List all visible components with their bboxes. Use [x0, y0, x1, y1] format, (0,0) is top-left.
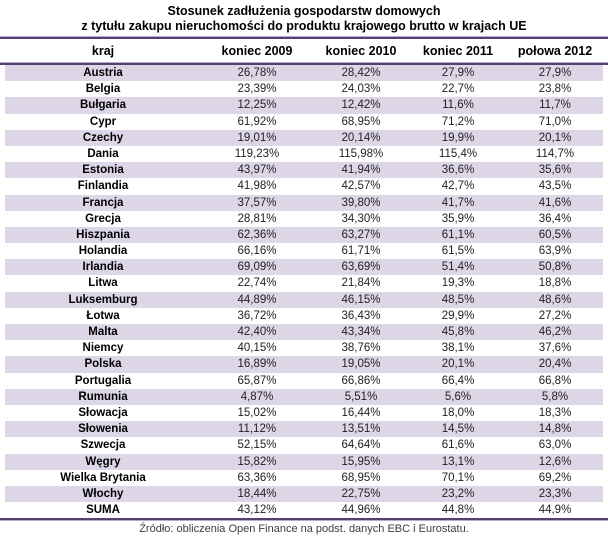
country-cell: Portugalia	[74, 374, 132, 387]
country-cell: Belgia	[85, 83, 121, 96]
value-cell: 35,9%	[441, 212, 475, 225]
value-cell: 70,1%	[441, 471, 475, 484]
value-cell: 16,89%	[237, 358, 277, 371]
value-cell: 15,02%	[237, 406, 277, 419]
value-cell: 15,82%	[237, 455, 277, 468]
value-cell: 20,1%	[538, 131, 572, 144]
country-cell: Rumunia	[78, 390, 128, 403]
country-cell: Słowenia	[78, 423, 128, 436]
value-cell: 19,3%	[441, 277, 475, 290]
table-row	[5, 227, 603, 243]
table-row	[5, 162, 603, 178]
table-row	[5, 340, 603, 356]
value-cell: 42,40%	[237, 326, 277, 338]
country-cell: Szwecja	[80, 439, 126, 452]
value-cell: 18,3%	[538, 406, 572, 419]
value-cell: 36,4%	[538, 212, 572, 225]
country-cell: Dania	[87, 147, 119, 160]
value-cell: 63,69%	[341, 261, 381, 274]
table-row	[5, 97, 603, 113]
table-row	[5, 259, 603, 275]
value-cell: 41,94%	[341, 164, 381, 177]
divider-bottom	[0, 518, 608, 521]
value-cell: 64,64%	[341, 439, 381, 452]
value-cell: 62,36%	[237, 228, 277, 241]
value-cell: 37,6%	[538, 342, 572, 355]
value-cell: 14,5%	[441, 423, 475, 436]
value-cell: 28,42%	[341, 67, 381, 79]
value-cell: 12,6%	[538, 455, 572, 468]
country-cell: Węgry	[85, 455, 121, 468]
country-cell: Austria	[83, 67, 123, 79]
table-row	[5, 178, 603, 194]
value-cell: 61,1%	[441, 228, 475, 241]
country-cell: Luksemburg	[68, 293, 138, 306]
table-row	[5, 373, 603, 389]
value-cell: 14,8%	[538, 423, 572, 436]
table-row	[5, 146, 603, 162]
value-cell: 5,6%	[444, 390, 472, 403]
country-cell: Polska	[84, 358, 122, 371]
country-cell: Malta	[88, 326, 118, 338]
value-cell: 24,03%	[341, 83, 381, 96]
country-cell: Cypr	[89, 115, 117, 128]
value-cell: 43,97%	[237, 164, 277, 177]
title-line-1: Stosunek zadłużenia gospodarstw domowych	[167, 4, 441, 18]
country-cell: Irlandia	[82, 261, 124, 274]
value-cell: 63,0%	[538, 439, 572, 452]
value-cell: 51,4%	[441, 261, 475, 274]
country-cell: Czechy	[82, 131, 124, 144]
value-cell: 63,27%	[341, 228, 381, 241]
column-header-kraj: kraj	[91, 43, 115, 58]
value-cell: 44,96%	[341, 504, 381, 517]
value-cell: 66,8%	[538, 374, 572, 387]
value-cell: 19,9%	[441, 131, 475, 144]
country-cell: Finlandia	[77, 180, 129, 193]
value-cell: 42,57%	[341, 180, 381, 193]
value-cell: 44,89%	[237, 293, 277, 306]
value-cell: 21,84%	[341, 277, 381, 290]
value-cell: 68,95%	[341, 115, 381, 128]
value-cell: 41,6%	[538, 196, 572, 209]
value-cell: 23,2%	[441, 487, 475, 500]
value-cell: 65,87%	[237, 374, 277, 387]
table-row	[5, 130, 603, 146]
value-cell: 61,5%	[441, 245, 475, 258]
value-cell: 36,6%	[441, 164, 475, 177]
value-cell: 13,51%	[341, 423, 381, 436]
table-row	[5, 81, 603, 97]
value-cell: 119,23%	[234, 147, 280, 160]
value-cell: 44,9%	[538, 504, 572, 517]
value-cell: 42,7%	[441, 180, 475, 193]
value-cell: 27,2%	[538, 309, 572, 322]
country-cell: SUMA	[86, 504, 120, 517]
value-cell: 29,9%	[441, 309, 475, 322]
value-cell: 5,8%	[541, 390, 569, 403]
title-line-2: z tytułu zakupu nieruchomości do produktu krajowego brutto w krajach UE	[81, 19, 527, 33]
value-cell: 23,3%	[538, 487, 572, 500]
value-cell: 43,12%	[237, 504, 277, 517]
table-row	[5, 275, 603, 291]
source-note: Źródło: obliczenia Open Finance na podst. danych EBC i Eurostatu.	[139, 523, 469, 536]
value-cell: 46,2%	[538, 326, 572, 338]
value-cell: 60,5%	[538, 228, 572, 241]
table-row	[5, 324, 603, 340]
table-row	[5, 502, 603, 518]
country-cell: Grecja	[85, 212, 121, 225]
table-row	[5, 389, 603, 405]
value-cell: 22,75%	[341, 487, 381, 500]
value-cell: 11,6%	[442, 99, 474, 112]
column-header-polowa-2012: połowa 2012	[517, 43, 593, 58]
value-cell: 61,92%	[237, 115, 277, 128]
value-cell: 114,7%	[535, 147, 575, 160]
country-cell: Holandia	[78, 245, 128, 258]
country-cell: Hiszpania	[76, 228, 130, 241]
value-cell: 20,4%	[538, 358, 572, 371]
table-row	[5, 356, 603, 372]
value-cell: 38,1%	[441, 342, 475, 355]
value-cell: 43,34%	[341, 326, 381, 338]
value-cell: 12,42%	[341, 99, 381, 112]
value-cell: 63,9%	[538, 245, 572, 258]
value-cell: 18,0%	[441, 406, 475, 419]
country-cell: Włochy	[82, 487, 124, 500]
value-cell: 71,0%	[538, 115, 572, 128]
table-row	[5, 195, 603, 211]
value-cell: 23,39%	[237, 83, 277, 96]
value-cell: 37,57%	[237, 196, 277, 209]
value-cell: 115,4%	[438, 147, 478, 160]
value-cell: 19,05%	[341, 358, 381, 371]
table-row	[5, 114, 603, 130]
table-header-row	[5, 39, 603, 62]
table-row	[5, 454, 603, 470]
value-cell: 28,81%	[237, 212, 277, 225]
value-cell: 71,2%	[441, 115, 475, 128]
value-cell: 44,8%	[441, 504, 475, 517]
value-cell: 115,98%	[338, 147, 384, 160]
country-cell: Wielka Brytania	[60, 471, 146, 484]
table-row	[5, 243, 603, 259]
table-row	[5, 470, 603, 486]
value-cell: 66,16%	[237, 245, 277, 258]
country-cell: Łotwa	[86, 309, 120, 322]
table-row	[5, 211, 603, 227]
country-cell: Estonia	[82, 164, 124, 177]
country-cell: Niemcy	[82, 342, 124, 355]
value-cell: 66,86%	[341, 374, 381, 387]
value-cell: 63,36%	[237, 471, 277, 484]
value-cell: 43,5%	[538, 180, 572, 193]
value-cell: 18,8%	[538, 277, 572, 290]
value-cell: 48,6%	[538, 293, 572, 306]
table-row	[5, 308, 603, 324]
value-cell: 18,44%	[237, 487, 277, 500]
value-cell: 41,98%	[237, 180, 277, 193]
table-row	[5, 65, 603, 81]
table-body	[0, 65, 608, 518]
value-cell: 27,9%	[538, 67, 572, 79]
value-cell: 5,51%	[344, 390, 378, 403]
value-cell: 45,8%	[441, 326, 475, 338]
value-cell: 46,15%	[341, 293, 381, 306]
value-cell: 26,78%	[237, 67, 277, 79]
value-cell: 12,25%	[237, 99, 277, 112]
country-cell: Słowacja	[78, 406, 128, 419]
table-row	[5, 437, 603, 453]
value-cell: 39,80%	[341, 196, 381, 209]
table-row	[5, 486, 603, 502]
value-cell: 66,4%	[441, 374, 475, 387]
value-cell: 61,6%	[441, 439, 475, 452]
column-header-koniec-2009: koniec 2009	[221, 43, 293, 58]
value-cell: 11,12%	[237, 423, 277, 436]
value-cell: 22,7%	[441, 83, 475, 96]
value-cell: 20,14%	[341, 131, 381, 144]
table-header-wrap	[0, 39, 608, 62]
value-cell: 69,2%	[538, 471, 572, 484]
value-cell: 48,5%	[441, 293, 475, 306]
value-cell: 13,1%	[441, 455, 475, 468]
value-cell: 11,7%	[539, 99, 571, 112]
value-cell: 4,87%	[240, 390, 274, 403]
value-cell: 19,01%	[237, 131, 277, 144]
value-cell: 20,1%	[441, 358, 475, 371]
country-cell: Bułgaria	[79, 99, 126, 112]
value-cell: 41,7%	[441, 196, 475, 209]
country-cell: Francja	[82, 196, 124, 209]
value-cell: 35,6%	[538, 164, 572, 177]
column-header-koniec-2011: koniec 2011	[422, 43, 494, 58]
value-cell: 52,15%	[237, 439, 277, 452]
table-row	[5, 405, 603, 421]
value-cell: 23,8%	[538, 83, 572, 96]
country-cell: Litwa	[88, 277, 118, 290]
value-cell: 69,09%	[237, 261, 277, 274]
value-cell: 27,9%	[441, 67, 475, 79]
value-cell: 34,30%	[341, 212, 381, 225]
column-header-koniec-2010: koniec 2010	[325, 43, 397, 58]
value-cell: 38,76%	[341, 342, 381, 355]
value-cell: 15,95%	[341, 455, 381, 468]
table-row	[5, 292, 603, 308]
value-cell: 36,72%	[237, 309, 277, 322]
value-cell: 22,74%	[237, 277, 277, 290]
table-row	[5, 421, 603, 437]
value-cell: 40,15%	[237, 342, 277, 355]
value-cell: 36,43%	[341, 309, 381, 322]
value-cell: 61,71%	[341, 245, 381, 258]
page-title	[0, 0, 608, 34]
value-cell: 16,44%	[341, 406, 381, 419]
value-cell: 68,95%	[341, 471, 381, 484]
value-cell: 50,8%	[538, 261, 572, 274]
